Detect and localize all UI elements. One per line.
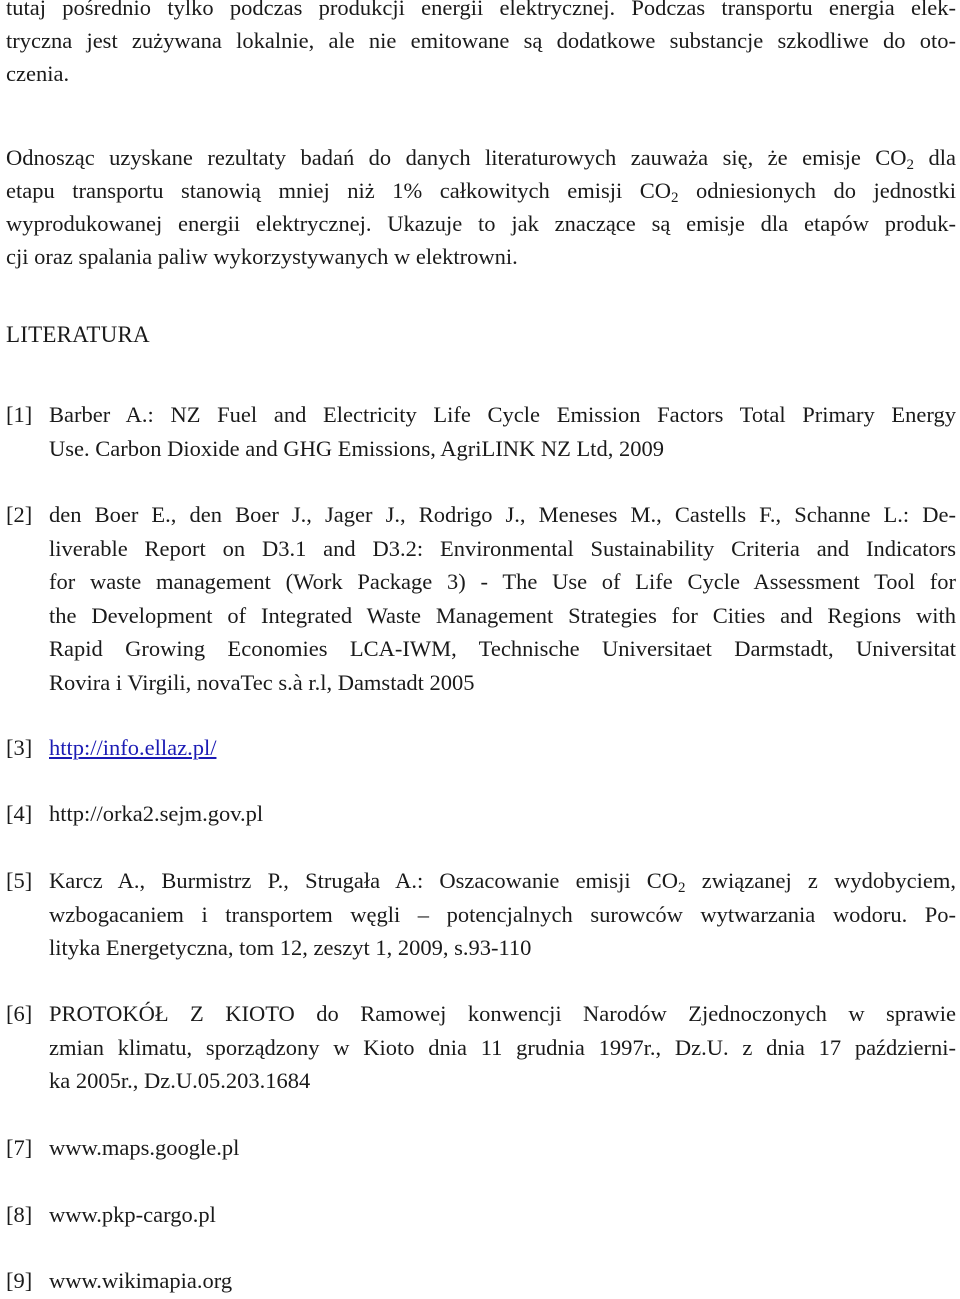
reference-item <box>6 864 956 965</box>
reference-number: [6] <box>6 1001 33 1026</box>
reference-item <box>6 731 956 765</box>
text-line: Rapid Growing Economies LCA-IWM, Technische Universitaet Darmstadt, Universitat <box>49 636 956 661</box>
text-line: den Boer E., den Boer J., Jager J., Rodrigo J., Meneses M., Castells F., Schanne L.: De- <box>49 502 956 527</box>
text-line: for waste management (Work Package 3) - The Use of Life Cycle Assessment Tool for <box>49 569 956 594</box>
text-line: tryczna jest zużywana lokalnie, ale nie emitowane są dodatkowe substancje szkodliwe do oto- <box>6 28 956 53</box>
reference-number: [5] <box>6 868 33 893</box>
text-line: zmian klimatu, sporządzony w Kioto dnia 11 grudnia 1997r., Dz.U. z dnia 17 październi- <box>49 1034 956 1060</box>
reference-link[interactable]: http://info.ellaz.pl/ <box>49 735 217 760</box>
text-line: PROTOKÓŁ Z KIOTO do Ramowej konwencji Narodów Zjednoczonych w sprawie <box>49 1001 956 1026</box>
reference-number: [7] <box>6 1135 33 1160</box>
reference-number: [8] <box>6 1202 33 1227</box>
text-line: wzbogacaniem i transportem węgli – potencjalnych surowców wytwarzania wodoru. Po- <box>49 901 956 927</box>
text-line: www.maps.google.pl <box>49 1135 240 1160</box>
text-line: czenia. <box>6 61 70 86</box>
text-line: liverable Report on D3.1 and D3.2: Environmental Sustainability Criteria and Indicators <box>49 535 956 561</box>
text-line: Barber A.: NZ Fuel and Electricity Life Cycle Emission Factors Total Primary Energy <box>49 402 956 427</box>
body-paragraph <box>6 141 956 273</box>
reference-number: [4] <box>6 801 33 826</box>
reference-number: [2] <box>6 502 33 527</box>
text-line: Rovira i Virgili, novaTec s.à r.l, Damstadt 2005 <box>49 669 475 695</box>
reference-number: [9] <box>6 1268 33 1293</box>
text-line: lityka Energetyczna, tom 12, zeszyt 1, 2009, s.93-110 <box>49 935 532 960</box>
reference-item <box>6 1131 956 1165</box>
reference-number: [1] <box>6 402 33 427</box>
text-line: etapu transportu stanowią mniej niż 1% całkowitych emisji $CO_2$ odniesionych do jednostki <box>6 178 957 206</box>
text-line: www.wikimapia.org <box>49 1268 233 1293</box>
reference-item <box>6 1198 956 1232</box>
text-line: Odnosząc uzyskane rezultaty badań do danych literaturowych zauważa się, że emisje $CO_2$ dla <box>6 145 956 173</box>
reference-number: [3] <box>6 735 33 760</box>
text-line: tutaj pośrednio tylko podczas produkcji energii elektrycznej. Podczas transportu energia elek- <box>6 0 956 20</box>
section-heading: LITERATURA <box>6 322 150 347</box>
text-line: www.pkp-cargo.pl <box>49 1202 216 1227</box>
reference-item <box>6 1264 956 1298</box>
text-line: http://orka2.sejm.gov.pl <box>49 801 264 826</box>
reference-item <box>6 398 956 465</box>
text-line: Karcz A., Burmistrz P., Strugała A.: Oszacowanie emisji $CO_2$ związanej z wydobyciem, <box>49 868 956 896</box>
reference-item <box>6 797 956 831</box>
text-line: the Development of Integrated Waste Management Strategies for Cities and Regions with <box>49 602 956 628</box>
reference-item <box>6 997 956 1098</box>
text-line: Use. Carbon Dioxide and GHG Emissions, AgriLINK NZ Ltd, 2009 <box>49 435 664 461</box>
text-line: wyprodukowanej energii elektrycznej. Ukazuje to jak znaczące są emisje dla etapów produk- <box>6 211 956 236</box>
text-line: ka 2005r., Dz.U.05.203.1684 <box>49 1068 311 1093</box>
text-line: cji oraz spalania paliw wykorzystywanych w elektrowni. <box>6 244 518 269</box>
intro-paragraph <box>6 0 956 90</box>
reference-item <box>6 498 956 699</box>
